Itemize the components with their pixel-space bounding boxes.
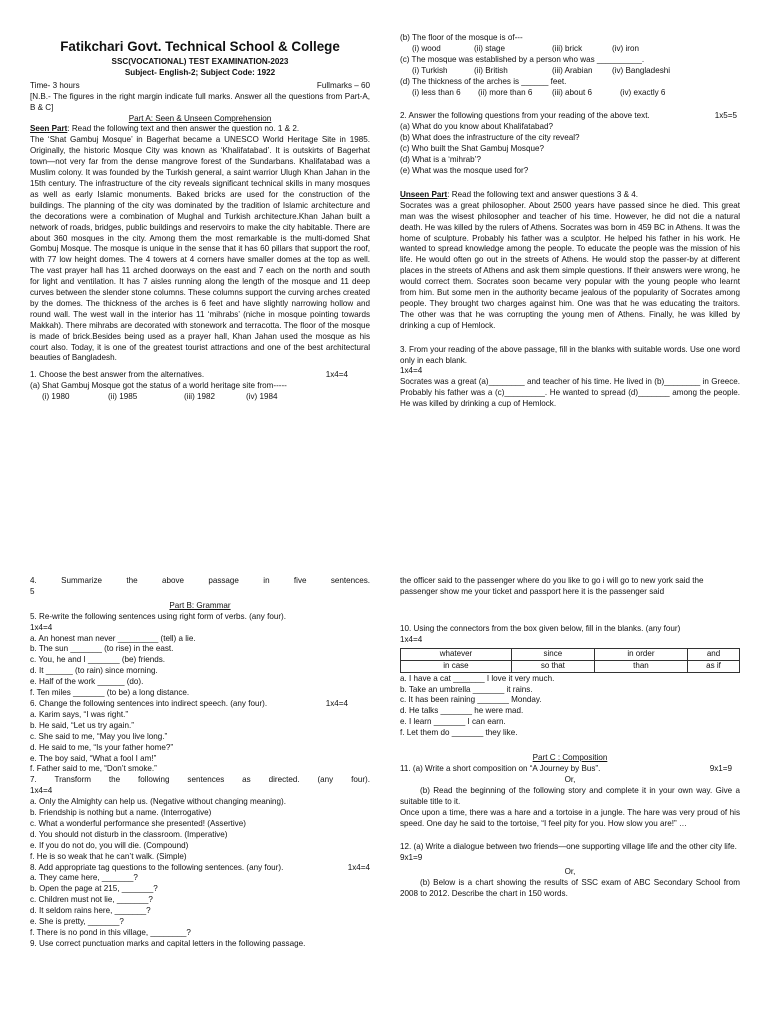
q1b-options [400,44,740,55]
page1-left-column [30,0,370,403]
q1a-option: (iv) 1984 [246,392,278,402]
q9-title: 9. Use correct punctuation marks and capital letters in the following passage. [30,938,306,948]
unseen-instruction-text: : Read the following text and answer questions 3 & 4. [447,189,639,199]
exam-name: SSC(VOCATIONAL) TEST EXAMINATION-2023 [111,57,289,66]
q10-item: c. It has been raining _______ Monday. [400,695,542,705]
q5-item: c. You, he and I _______ (be) friends. [30,655,165,665]
q2-item: (a) What do you know about Khalifatabad? [400,122,553,132]
q2-heading [400,111,740,122]
connector-cell: in order [594,648,687,660]
q1a-options [30,392,370,403]
q8-item: b. Open the page at 215, _______? [30,884,158,894]
q10-item: e. I learn _______ I can earn. [400,717,506,727]
q4-marks: 5 [30,586,35,596]
q7-item: a. Only the Almighty can help us. (Negative without changing meaning). [30,797,286,807]
unseen-instruction [400,190,740,201]
q10-item: f. Let them do _______ they like. [400,728,518,738]
q1b-option: (iii) brick [552,43,583,53]
q11b-story: Once upon a time, there was a hare and a tortoise in a jungle. The hare was very proud of his speed. One day he said to the tortoise, “I feel pity for you. How slow you are!” … [400,807,740,828]
q5-title: 5. Re-write the following sentences using right form of verbs. (any four). [30,611,286,621]
q7-item: f. He is so weak that he can’t walk. (Simple) [30,851,187,861]
q7-title: 7. Transform the following sentences as directed. (any four). [30,775,370,785]
q7-marks: 1x4=4 [30,786,53,796]
connector-cell: so that [511,660,594,672]
school-name: Fatikchari Govt. Technical School & College [60,39,340,54]
q11a-title: 11. (a) Write a short composition on “A Journey by Bus”. [400,763,601,773]
q6-item: c. She said to me, “May you live long.” [30,731,168,741]
q10-item: d. He talks _______ he were mad. [400,706,524,716]
q1b-option: (ii) stage [474,43,506,53]
q8-title: 8. Add appropriate tag questions to the following sentences. (any four). [30,862,284,872]
page2-left-column [30,512,370,950]
q2-item: (b) What does the infrastructure of the city reveal? [400,133,580,143]
q8-item: d. It seldom rains here, _______? [30,906,151,916]
q2-item: (c) Who built the Shat Gambuj Mosque? [400,144,544,154]
q5-item: d. It ______ (to rain) since morning. [30,666,158,676]
connector-cell: and [688,648,740,660]
q7-item: d. You should not disturb in the classroom. (Imperative) [30,829,228,839]
q6-item: d. He said to me, “Is your father home?” [30,742,174,752]
q6-item: f. Father said to me, “Don’t smoke.” [30,764,157,774]
seen-label: Seen Part [30,124,68,134]
q11b-title: (b) Read the beginning of the following story and complete it in your own way. Give a suitable title to it. [400,785,740,806]
q5-marks: 1x4=4 [30,622,53,632]
q9-passage: the officer said to the passenger where do you like to go i will go to new york said the passenger show me your ticket and passport here it is the passenger said [400,576,704,596]
q3-marks: 1x4=4 [400,366,423,376]
page2-right-column [400,512,740,900]
time-marks-row [30,81,370,92]
q10-item: b. Take an umbrella _______ it rains. [400,684,533,694]
q8-item: e. She is pretty, _______? [30,917,124,927]
q1-title: 1. Choose the best answer from the alternatives. [30,370,205,380]
q2-item: (e) What was the mosque used for? [400,165,529,175]
unseen-label: Unseen Part [400,189,448,199]
connector-cell: than [594,660,687,672]
q5-item: e. Half of the work ______ (do). [30,677,144,687]
q1-marks: 1x4=4 [325,370,348,380]
fullmarks-label: Fullmarks – 60 [316,80,370,90]
connector-cell: whatever [401,648,512,660]
subject-line: Subject- English-2; Subject Code: 1922 [124,67,276,77]
q1a-option: (i) 1980 [42,392,70,402]
q2-item: (d) What is a ‘mihrab’? [400,155,481,165]
q10-title: 10. Using the connectors from the box given below, fill in the blanks. (any four) [400,623,681,633]
q1c-option: (ii) British [474,65,508,75]
q12b-title: (b) Below is a chart showing the results of SSC exam of ABC Secondary School from 2008 to 2012. Describe the chart in 150 words. [400,878,740,899]
page1-right-column [400,0,740,410]
q5-item: b. The sun _______ (to rise) in the east. [30,644,174,654]
q10-item: a. I have a cat _______ I love it very much. [400,673,555,683]
q11-marks: 9x1=9 [709,763,732,773]
connectors-row [401,660,740,672]
q6-item: b. He said, “Let us try again.” [30,720,134,730]
q1b-text: (b) The floor of the mosque is of--- [400,33,523,42]
q6-item: a. Karim says, “I was right.” [30,709,129,719]
part-a-title: Part A: Seen & Unseen Comprehension [128,113,272,123]
seen-passage: The ‘Shat Gambuj Mosque’ in Bagerhat became a UNESCO World Heritage Site in 1985. Originally, the historic Mosque City was known as ‘Khalifatabad’. It is outskirts of Bagerhat town—not very far from the dense mangrove forest of the Sundarbans. Khalifatabad was a Muslim colony. It was founded by the Turkish general, a saint warrior Ulugh Khan Jahan in the 15th century. The infrastructure of the city reveals significant technical skills in many mosques as well as early Islamic monuments. Baked bricks are used for the construction of the buildings. The planning of the city was dominated by the tradition of Islamic architecture and the decorations were a combination of Mughal and Turkish architecture.Khan Jahan built a network of roads, bridges, public buildings and reservoirs to make the city habitable. There are about 360 mosques in the city. Among them the most remarkable is the multi-domed Shat Gombuj Mosque. The mosque is unique in the sense that it has 60 pillars that support the roof, with 77 low height domes. The 4 towers at 4 corners have smaller domes at the top as well. The vast prayer hall has 11 arched doorways on the east and 7 each on the north and south for light and ventilation. It has 7 aisles running along the length of the mosque and 11 deep curves between the slender stone columns. These columns support the curving arches created by the domes. The thickness of the arches is 6 feet and have slightly narrowing hollow and round wall. The west wall in the interior has 11 ‘mihrabs’ (niche in mosque pointing towards Makkah). There mihrabs are decorated with stonework and terracotta. The floor of the mosque is made of brick.Besides being used as a prayer hall, Khan Jahan used the mosque as his court also. Today, it is one of the greatest tourist attractions and one of the best architectural beauties of Bangladesh. [30,135,370,363]
q1d-option: (iv) exactly 6 [620,87,666,97]
exam-page-2 [0,512,768,1024]
q6-title: 6. Change the following sentences into indirect speech. (any four). [30,698,268,708]
seen-instruction-text: : Read the following text and then answer the question no. 1 & 2. [67,124,300,134]
q3-title: 3. From your reading of the above passage, fill in the blanks with suitable words. Use one word only in each blank. [400,344,740,365]
connectors-row [401,648,740,660]
q5-item: a. An honest man never _________ (tell) a lie. [30,633,196,643]
q8-item: f. There is no pond in this village, ________? [30,928,191,937]
q1c-option: (i) Turkish [412,65,448,75]
q1a-option: (iii) 1982 [184,392,216,402]
q1b-option: (i) wood [412,43,441,53]
q1d-option: (iii) about 6 [552,87,593,97]
q5-item: f. Ten miles _______ (to be) a long distance. [30,688,190,698]
q1c-option: (iii) Arabian [552,65,593,75]
connectors-table [400,648,740,673]
q2-title: 2. Answer the following questions from your reading of the above text. [400,111,650,121]
q1d-options [400,88,740,99]
q1-heading [30,370,370,381]
q6-item: e. The boy said, “What a fool I am!” [30,753,157,763]
q4-title: 4. Summarize the above passage in five sentences. [30,576,370,585]
part-c-title: Part C : Composition [532,753,608,763]
connector-cell: since [511,648,594,660]
q6-marks: 1x4=4 [325,698,348,708]
unseen-passage: Socrates was a great philosopher. About 2500 years have passed since he died. This great man was the wisest philosopher and teacher of his time. However, he did not die a natural death. He was killed by the rulers of Athens. Socrates was born in 459 BC in Athens. It was the home of sculpture. Probably his father was a sculptor. He helped his father in his work. He wanted to spread knowledge among the people. To educate the people was the mission of his life. He would often go out in the streets of Athens. He would stop the passer-by at different places in the streets of Athens and ask them simple questions. If their answers were wrong, he would correct them. Socrates soon became very popular with the young people who learnt from him. But some men in the authority became jealous of the popularity of Socrates among people. They brought two charges against him. One was that he was educating the traitors. The other was that he was corrupting the young men of Athens. Finally, he was killed by drinking a cup of Hemlock. [400,200,740,330]
exam-note: [N.B.- The figures in the right margin indicate full marks. Answer all the questions from Part-A, B & C] [30,91,370,112]
q1a-text: (a) Shat Gambuj Mosque got the status of a world heritage site from----- [30,381,287,391]
q1b-option: (iv) iron [612,43,639,53]
q7-item: c. What a wonderful performance she presented! (Assertive) [30,818,246,828]
q1d-option: (ii) more than 6 [478,87,533,97]
time-label: Time- 3 hours [30,80,80,90]
q8-heading [30,863,370,874]
q2-marks: 1x5=5 [714,111,737,121]
part-b-title: Part B: Grammar [169,600,231,610]
q10-marks: 1x4=4 [400,634,423,644]
q7-item: e. If you do not do, you will die. (Compound) [30,840,189,850]
q11-heading [400,764,740,775]
q1c-text: (c) The mosque was established by a person who was __________. [400,54,645,64]
q12a-title: 12. (a) Write a dialogue between two friends—one supporting village life and the other city life. [400,842,737,852]
q1d-text: (d) The thickness of the arches is ______ feet. [400,76,567,86]
q1c-option: (iv) Bangladeshi [612,65,671,75]
connector-cell: as if [688,660,740,672]
seen-instruction [30,124,370,135]
or-label: Or, [564,774,576,784]
q1a-option: (ii) 1985 [108,392,138,402]
q12-marks: 9x1=9 [400,853,423,863]
or-label: Or, [564,867,576,877]
q8-item: a. They came here, _______? [30,873,138,883]
q7-item: b. Friendship is nothing but a name. (Interrogative) [30,808,212,818]
connector-cell: in case [401,660,512,672]
q8-item: c. Children must not lie, _______? [30,895,153,905]
q3-text: Socrates was a great (a)________ and teacher of his time. He lived in (b)________ in Greece. Probably his father was a (c)_________. He wanted to spread (d)_______ among the people. He was killed by drinking a cup of Hemlock. [400,377,740,409]
q6-heading [30,699,370,710]
q1c-options [400,66,740,77]
q8-marks: 1x4=4 [347,862,370,872]
q1d-option: (i) less than 6 [412,87,461,97]
